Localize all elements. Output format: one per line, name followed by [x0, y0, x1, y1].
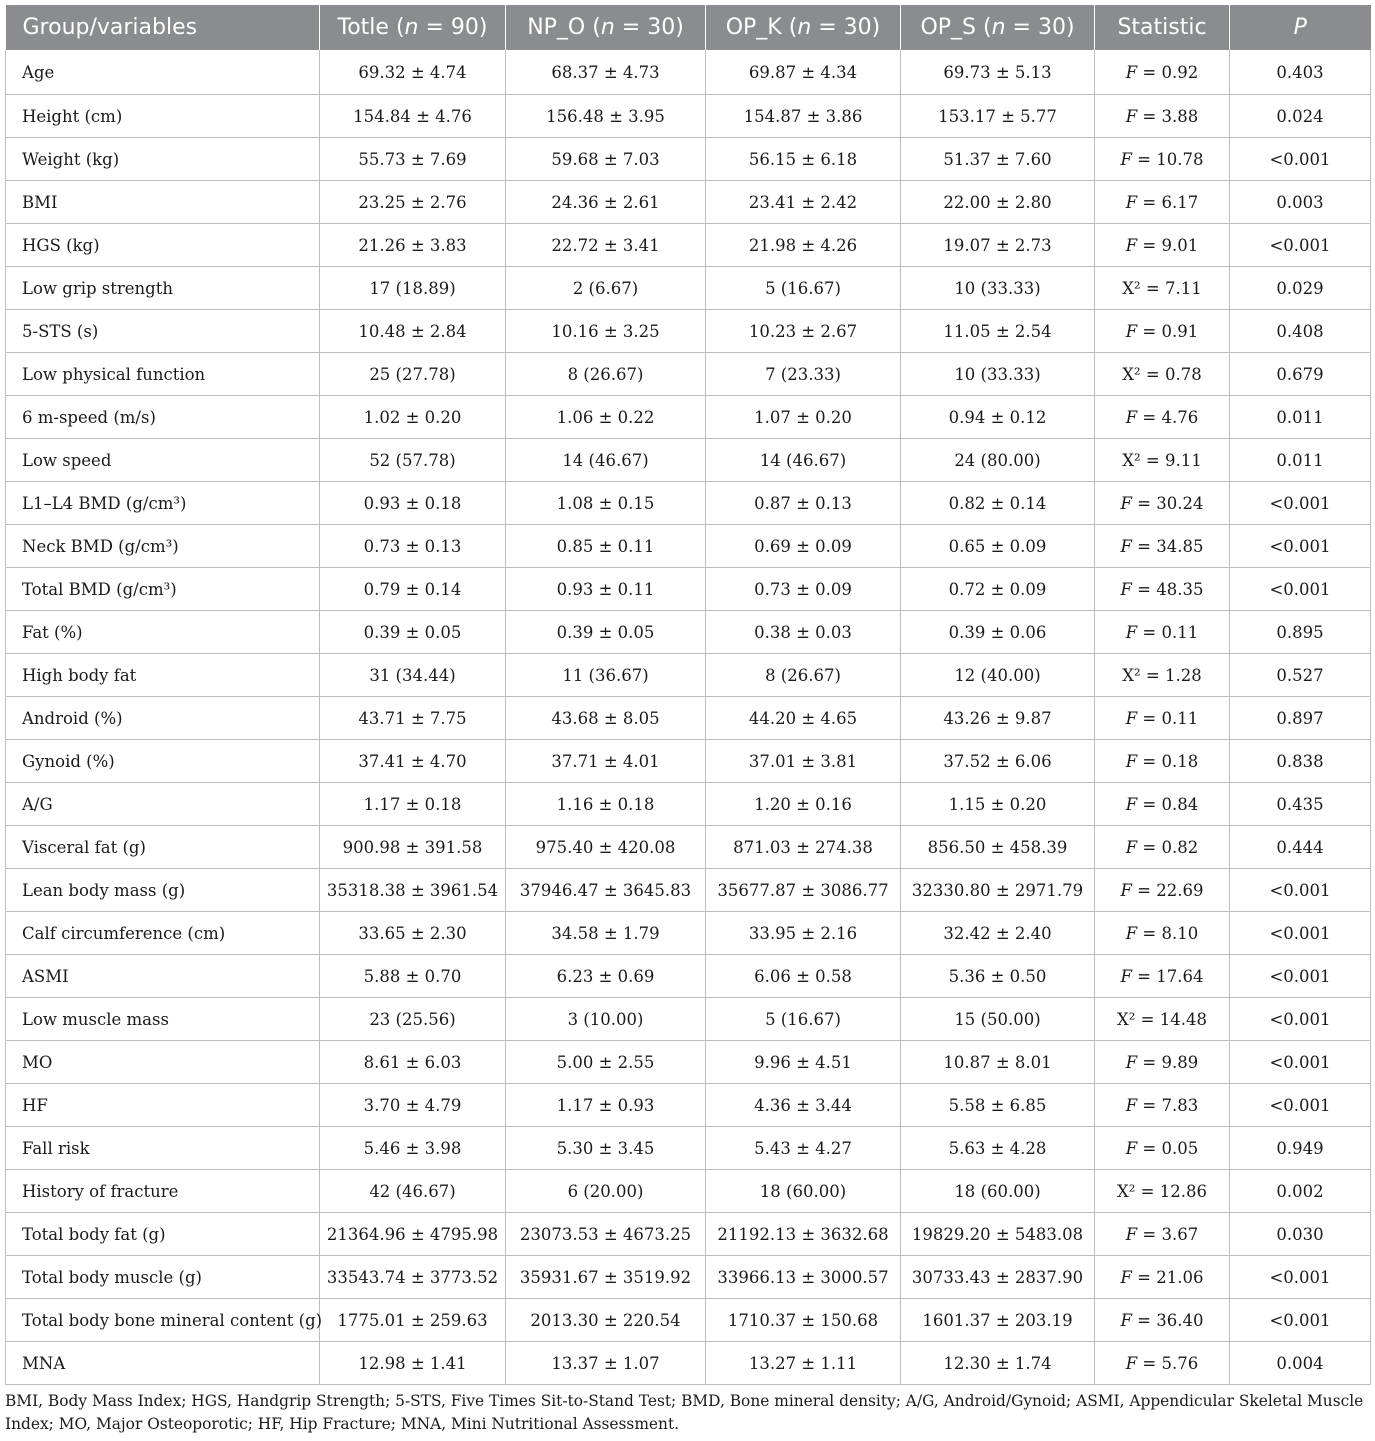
table-cell: 0.93 ± 0.11	[506, 568, 706, 611]
row-label-cell: Low physical function	[6, 353, 320, 396]
table-cell: 0.87 ± 0.13	[706, 482, 901, 525]
table-cell: 10.48 ± 2.84	[320, 310, 506, 353]
table-cell: 1.02 ± 0.20	[320, 396, 506, 439]
row-label-cell: Total BMD (g/cm³)	[6, 568, 320, 611]
table-cell: 32330.80 ± 2971.79	[901, 869, 1095, 912]
table-cell: 19829.20 ± 5483.08	[901, 1213, 1095, 1256]
table-cell: 11 (36.67)	[506, 654, 706, 697]
table-row	[6, 1041, 1371, 1084]
table-row	[6, 1342, 1371, 1385]
table-cell: 59.68 ± 7.03	[506, 138, 706, 181]
table-cell: F = 0.82	[1095, 826, 1230, 869]
table-cell: 18 (60.00)	[901, 1170, 1095, 1213]
table-cell: <0.001	[1230, 138, 1371, 181]
row-label-cell: Visceral fat (g)	[6, 826, 320, 869]
table-cell: 14 (46.67)	[706, 439, 901, 482]
table-cell: 8 (26.67)	[706, 654, 901, 697]
table-cell: 0.949	[1230, 1127, 1371, 1170]
table-cell: <0.001	[1230, 1041, 1371, 1084]
table-cell: 0.895	[1230, 611, 1371, 654]
row-label-cell: Height (cm)	[6, 95, 320, 138]
table-cell: 21.98 ± 4.26	[706, 224, 901, 267]
header-cell: OP_S (n = 30)	[901, 5, 1095, 50]
table-row	[6, 568, 1371, 611]
table-cell: F = 8.10	[1095, 912, 1230, 955]
table-cell: 30733.43 ± 2837.90	[901, 1256, 1095, 1299]
table-cell: <0.001	[1230, 1299, 1371, 1342]
row-label-cell: ASMI	[6, 955, 320, 998]
table-cell: F = 3.88	[1095, 95, 1230, 138]
table-cell: 42 (46.67)	[320, 1170, 506, 1213]
table-cell: 33966.13 ± 3000.57	[706, 1256, 901, 1299]
table-row	[6, 396, 1371, 439]
table-cell: 156.48 ± 3.95	[506, 95, 706, 138]
table-footnote: BMI, Body Mass Index; HGS, Handgrip Strength; 5-STS, Five Times Sit-to-Stand Test; BMD, Bone mineral density; A/G, Android/Gynoid; ASMI, Appendicular Skeletal Muscle Index; MO, Major Osteoporotic; HF, Hip Fracture; MNA, Mini Nutritional Assessment.	[5, 1392, 1364, 1433]
row-label-cell: MO	[6, 1041, 320, 1084]
table-cell: 0.011	[1230, 439, 1371, 482]
row-label-cell: Low muscle mass	[6, 998, 320, 1041]
table-row	[6, 654, 1371, 697]
table-cell: 8.61 ± 6.03	[320, 1041, 506, 1084]
table-row	[6, 482, 1371, 525]
table-row	[6, 181, 1371, 224]
table-cell: 19.07 ± 2.73	[901, 224, 1095, 267]
table-cell: X² = 12.86	[1095, 1170, 1230, 1213]
table-cell: 37946.47 ± 3645.83	[506, 869, 706, 912]
table-cell: 0.82 ± 0.14	[901, 482, 1095, 525]
table-cell: 975.40 ± 420.08	[506, 826, 706, 869]
table-cell: 43.26 ± 9.87	[901, 697, 1095, 740]
table-cell: <0.001	[1230, 1256, 1371, 1299]
table-row	[6, 267, 1371, 310]
row-label-cell: History of fracture	[6, 1170, 320, 1213]
table-cell: F = 0.84	[1095, 783, 1230, 826]
table-cell: 154.84 ± 4.76	[320, 95, 506, 138]
table-cell: 1.17 ± 0.18	[320, 783, 506, 826]
table-cell: 0.39 ± 0.05	[506, 611, 706, 654]
table-row	[6, 611, 1371, 654]
table-cell: 0.69 ± 0.09	[706, 525, 901, 568]
table-cell: 12 (40.00)	[901, 654, 1095, 697]
table-cell: 1775.01 ± 259.63	[320, 1299, 506, 1342]
table-cell: 0.72 ± 0.09	[901, 568, 1095, 611]
header-row	[6, 5, 1371, 50]
table-row	[6, 224, 1371, 267]
table-row	[6, 439, 1371, 482]
table-row	[6, 1084, 1371, 1127]
table-cell: 10.87 ± 8.01	[901, 1041, 1095, 1084]
table-cell: 5.46 ± 3.98	[320, 1127, 506, 1170]
table-cell: F = 0.05	[1095, 1127, 1230, 1170]
table-row	[6, 310, 1371, 353]
table-cell: 5.36 ± 0.50	[901, 955, 1095, 998]
table-cell: 0.39 ± 0.06	[901, 611, 1095, 654]
table-cell: F = 0.18	[1095, 740, 1230, 783]
table-row	[6, 740, 1371, 783]
table-cell: 37.71 ± 4.01	[506, 740, 706, 783]
table-cell: F = 5.76	[1095, 1342, 1230, 1385]
table-cell: F = 0.11	[1095, 611, 1230, 654]
table-cell: 8 (26.67)	[506, 353, 706, 396]
table-cell: 5.88 ± 0.70	[320, 955, 506, 998]
table-cell: 10.23 ± 2.67	[706, 310, 901, 353]
row-label-cell: High body fat	[6, 654, 320, 697]
table-cell: 23.25 ± 2.76	[320, 181, 506, 224]
table-row	[6, 95, 1371, 138]
row-label-cell: Calf circumference (cm)	[6, 912, 320, 955]
table-cell: 18 (60.00)	[706, 1170, 901, 1213]
row-label-cell: Total body muscle (g)	[6, 1256, 320, 1299]
table-row	[6, 826, 1371, 869]
table-cell: 5.58 ± 6.85	[901, 1084, 1095, 1127]
table-cell: 0.011	[1230, 396, 1371, 439]
table-header	[6, 5, 1371, 50]
table-cell: X² = 14.48	[1095, 998, 1230, 1041]
table-cell: 35318.38 ± 3961.54	[320, 869, 506, 912]
table-cell: X² = 7.11	[1095, 267, 1230, 310]
table-body	[6, 50, 1371, 1385]
row-label-cell: HF	[6, 1084, 320, 1127]
table-cell: 0.002	[1230, 1170, 1371, 1213]
table-cell: 5.63 ± 4.28	[901, 1127, 1095, 1170]
table-cell: 9.96 ± 4.51	[706, 1041, 901, 1084]
row-label-cell: 6 m-speed (m/s)	[6, 396, 320, 439]
table-cell: F = 0.92	[1095, 50, 1230, 95]
table-cell: 51.37 ± 7.60	[901, 138, 1095, 181]
table-cell: 21192.13 ± 3632.68	[706, 1213, 901, 1256]
table-cell: 10 (33.33)	[901, 353, 1095, 396]
table-cell: 0.85 ± 0.11	[506, 525, 706, 568]
table-cell: F = 0.91	[1095, 310, 1230, 353]
table-cell: <0.001	[1230, 224, 1371, 267]
table-cell: 31 (34.44)	[320, 654, 506, 697]
table-cell: 1.06 ± 0.22	[506, 396, 706, 439]
row-label-cell: HGS (kg)	[6, 224, 320, 267]
table-cell: 0.79 ± 0.14	[320, 568, 506, 611]
table-cell: 17 (18.89)	[320, 267, 506, 310]
table-cell: 43.71 ± 7.75	[320, 697, 506, 740]
table-cell: 5.43 ± 4.27	[706, 1127, 901, 1170]
table-cell: 22.00 ± 2.80	[901, 181, 1095, 224]
row-label-cell: Neck BMD (g/cm³)	[6, 525, 320, 568]
table-cell: <0.001	[1230, 525, 1371, 568]
table-cell: 7 (23.33)	[706, 353, 901, 396]
header-cell: Statistic	[1095, 5, 1230, 50]
table-cell: 1710.37 ± 150.68	[706, 1299, 901, 1342]
table-row	[6, 912, 1371, 955]
data-table	[5, 5, 1371, 1385]
table-cell: 5 (16.67)	[706, 267, 901, 310]
table-cell: 1.08 ± 0.15	[506, 482, 706, 525]
table-cell: 69.32 ± 4.74	[320, 50, 506, 95]
table-cell: 0.838	[1230, 740, 1371, 783]
table-cell: 34.58 ± 1.79	[506, 912, 706, 955]
table-cell: 44.20 ± 4.65	[706, 697, 901, 740]
row-label-cell: Age	[6, 50, 320, 95]
table-cell: 3.70 ± 4.79	[320, 1084, 506, 1127]
table-cell: 0.65 ± 0.09	[901, 525, 1095, 568]
table-cell: 0.39 ± 0.05	[320, 611, 506, 654]
table-cell: F = 3.67	[1095, 1213, 1230, 1256]
table-cell: 24.36 ± 2.61	[506, 181, 706, 224]
table-cell: 21.26 ± 3.83	[320, 224, 506, 267]
table-cell: 25 (27.78)	[320, 353, 506, 396]
table-row	[6, 998, 1371, 1041]
table-cell: F = 48.35	[1095, 568, 1230, 611]
table-cell: 6.23 ± 0.69	[506, 955, 706, 998]
table-cell: F = 36.40	[1095, 1299, 1230, 1342]
row-label-cell: Low speed	[6, 439, 320, 482]
table-row	[6, 353, 1371, 396]
table-cell: 0.408	[1230, 310, 1371, 353]
table-row	[6, 1299, 1371, 1342]
table-cell: 0.444	[1230, 826, 1371, 869]
table-cell: 10 (33.33)	[901, 267, 1095, 310]
table-cell: 5 (16.67)	[706, 998, 901, 1041]
header-cell: Group/variables	[6, 5, 320, 50]
row-label-cell: L1–L4 BMD (g/cm³)	[6, 482, 320, 525]
header-cell: OP_K (n = 30)	[706, 5, 901, 50]
table-row	[6, 783, 1371, 826]
table-cell: 0.527	[1230, 654, 1371, 697]
table-cell: 154.87 ± 3.86	[706, 95, 901, 138]
table-cell: 43.68 ± 8.05	[506, 697, 706, 740]
table-cell: F = 10.78	[1095, 138, 1230, 181]
table-cell: 0.024	[1230, 95, 1371, 138]
table-cell: 14 (46.67)	[506, 439, 706, 482]
table-cell: 12.98 ± 1.41	[320, 1342, 506, 1385]
table-cell: 68.37 ± 4.73	[506, 50, 706, 95]
table-cell: 32.42 ± 2.40	[901, 912, 1095, 955]
table-cell: 37.41 ± 4.70	[320, 740, 506, 783]
row-label-cell: Total body fat (g)	[6, 1213, 320, 1256]
header-cell: Totle (n = 90)	[320, 5, 506, 50]
table-cell: <0.001	[1230, 912, 1371, 955]
table-cell: <0.001	[1230, 955, 1371, 998]
table-cell: 23.41 ± 2.42	[706, 181, 901, 224]
header-cell: NP_O (n = 30)	[506, 5, 706, 50]
table-cell: 6.06 ± 0.58	[706, 955, 901, 998]
table-cell: 10.16 ± 3.25	[506, 310, 706, 353]
table-cell: 23 (25.56)	[320, 998, 506, 1041]
table-cell: 1.15 ± 0.20	[901, 783, 1095, 826]
table-cell: 11.05 ± 2.54	[901, 310, 1095, 353]
table-cell: F = 22.69	[1095, 869, 1230, 912]
table-cell: 0.029	[1230, 267, 1371, 310]
table-cell: <0.001	[1230, 869, 1371, 912]
row-label-cell: BMI	[6, 181, 320, 224]
table-cell: 33.95 ± 2.16	[706, 912, 901, 955]
table-cell: 900.98 ± 391.58	[320, 826, 506, 869]
row-label-cell: Total body bone mineral content (g)	[6, 1299, 320, 1342]
table-cell: 1.16 ± 0.18	[506, 783, 706, 826]
table-cell: 3 (10.00)	[506, 998, 706, 1041]
table-cell: 35931.67 ± 3519.92	[506, 1256, 706, 1299]
row-label-cell: Lean body mass (g)	[6, 869, 320, 912]
row-label-cell: Fat (%)	[6, 611, 320, 654]
table-cell: 33543.74 ± 3773.52	[320, 1256, 506, 1299]
row-label-cell: Weight (kg)	[6, 138, 320, 181]
table-row	[6, 1213, 1371, 1256]
table-cell: 153.17 ± 5.77	[901, 95, 1095, 138]
table-cell: F = 7.83	[1095, 1084, 1230, 1127]
row-label-cell: Fall risk	[6, 1127, 320, 1170]
table-cell: F = 0.11	[1095, 697, 1230, 740]
table-cell: 2013.30 ± 220.54	[506, 1299, 706, 1342]
table-cell: 0.004	[1230, 1342, 1371, 1385]
table-cell: 37.01 ± 3.81	[706, 740, 901, 783]
table-cell: 2 (6.67)	[506, 267, 706, 310]
table-cell: 13.27 ± 1.11	[706, 1342, 901, 1385]
table-cell: F = 6.17	[1095, 181, 1230, 224]
table-cell: 871.03 ± 274.38	[706, 826, 901, 869]
row-label-cell: 5-STS (s)	[6, 310, 320, 353]
table-cell: 1.17 ± 0.93	[506, 1084, 706, 1127]
table-cell: 33.65 ± 2.30	[320, 912, 506, 955]
table-cell: 0.030	[1230, 1213, 1371, 1256]
table-cell: 0.403	[1230, 50, 1371, 95]
table-cell: 0.679	[1230, 353, 1371, 396]
table-cell: 24 (80.00)	[901, 439, 1095, 482]
table-cell: 6 (20.00)	[506, 1170, 706, 1213]
table-cell: 69.87 ± 4.34	[706, 50, 901, 95]
table-cell: 1601.37 ± 203.19	[901, 1299, 1095, 1342]
table-cell: F = 4.76	[1095, 396, 1230, 439]
table-row	[6, 138, 1371, 181]
table-cell: 55.73 ± 7.69	[320, 138, 506, 181]
table-cell: 21364.96 ± 4795.98	[320, 1213, 506, 1256]
table-cell: 856.50 ± 458.39	[901, 826, 1095, 869]
table-cell: F = 9.01	[1095, 224, 1230, 267]
row-label-cell: Android (%)	[6, 697, 320, 740]
row-label-cell: A/G	[6, 783, 320, 826]
table-cell: 23073.53 ± 4673.25	[506, 1213, 706, 1256]
table-cell: 35677.87 ± 3086.77	[706, 869, 901, 912]
table-cell: 0.435	[1230, 783, 1371, 826]
table-cell: 0.73 ± 0.13	[320, 525, 506, 568]
row-label-cell: Gynoid (%)	[6, 740, 320, 783]
table-row	[6, 1170, 1371, 1213]
table-row	[6, 50, 1371, 95]
table-cell: 0.73 ± 0.09	[706, 568, 901, 611]
table-cell: 0.003	[1230, 181, 1371, 224]
table-cell: 52 (57.78)	[320, 439, 506, 482]
table-cell: 1.20 ± 0.16	[706, 783, 901, 826]
table-row	[6, 1127, 1371, 1170]
table-row	[6, 869, 1371, 912]
table-cell: F = 21.06	[1095, 1256, 1230, 1299]
table-cell: 5.30 ± 3.45	[506, 1127, 706, 1170]
table-cell: <0.001	[1230, 998, 1371, 1041]
table-row	[6, 525, 1371, 568]
table-cell: 37.52 ± 6.06	[901, 740, 1095, 783]
table-cell: X² = 0.78	[1095, 353, 1230, 396]
table-cell: 0.93 ± 0.18	[320, 482, 506, 525]
table-cell: 69.73 ± 5.13	[901, 50, 1095, 95]
table-row	[6, 955, 1371, 998]
table-cell: <0.001	[1230, 1084, 1371, 1127]
table-cell: 0.94 ± 0.12	[901, 396, 1095, 439]
header-cell: P	[1230, 5, 1371, 50]
table-cell: <0.001	[1230, 568, 1371, 611]
table-cell: <0.001	[1230, 482, 1371, 525]
table-cell: 5.00 ± 2.55	[506, 1041, 706, 1084]
table-cell: 13.37 ± 1.07	[506, 1342, 706, 1385]
row-label-cell: Low grip strength	[6, 267, 320, 310]
table-cell: F = 30.24	[1095, 482, 1230, 525]
table-row	[6, 697, 1371, 740]
table-cell: X² = 1.28	[1095, 654, 1230, 697]
table-cell: 22.72 ± 3.41	[506, 224, 706, 267]
table-cell: 0.38 ± 0.03	[706, 611, 901, 654]
table-cell: 56.15 ± 6.18	[706, 138, 901, 181]
table-cell: 12.30 ± 1.74	[901, 1342, 1095, 1385]
table-cell: F = 9.89	[1095, 1041, 1230, 1084]
table-cell: 0.897	[1230, 697, 1371, 740]
table-cell: 15 (50.00)	[901, 998, 1095, 1041]
table-row	[6, 1256, 1371, 1299]
table-cell: X² = 9.11	[1095, 439, 1230, 482]
table-cell: F = 34.85	[1095, 525, 1230, 568]
table-cell: F = 17.64	[1095, 955, 1230, 998]
table-cell: 4.36 ± 3.44	[706, 1084, 901, 1127]
table-cell: 1.07 ± 0.20	[706, 396, 901, 439]
row-label-cell: MNA	[6, 1342, 320, 1385]
